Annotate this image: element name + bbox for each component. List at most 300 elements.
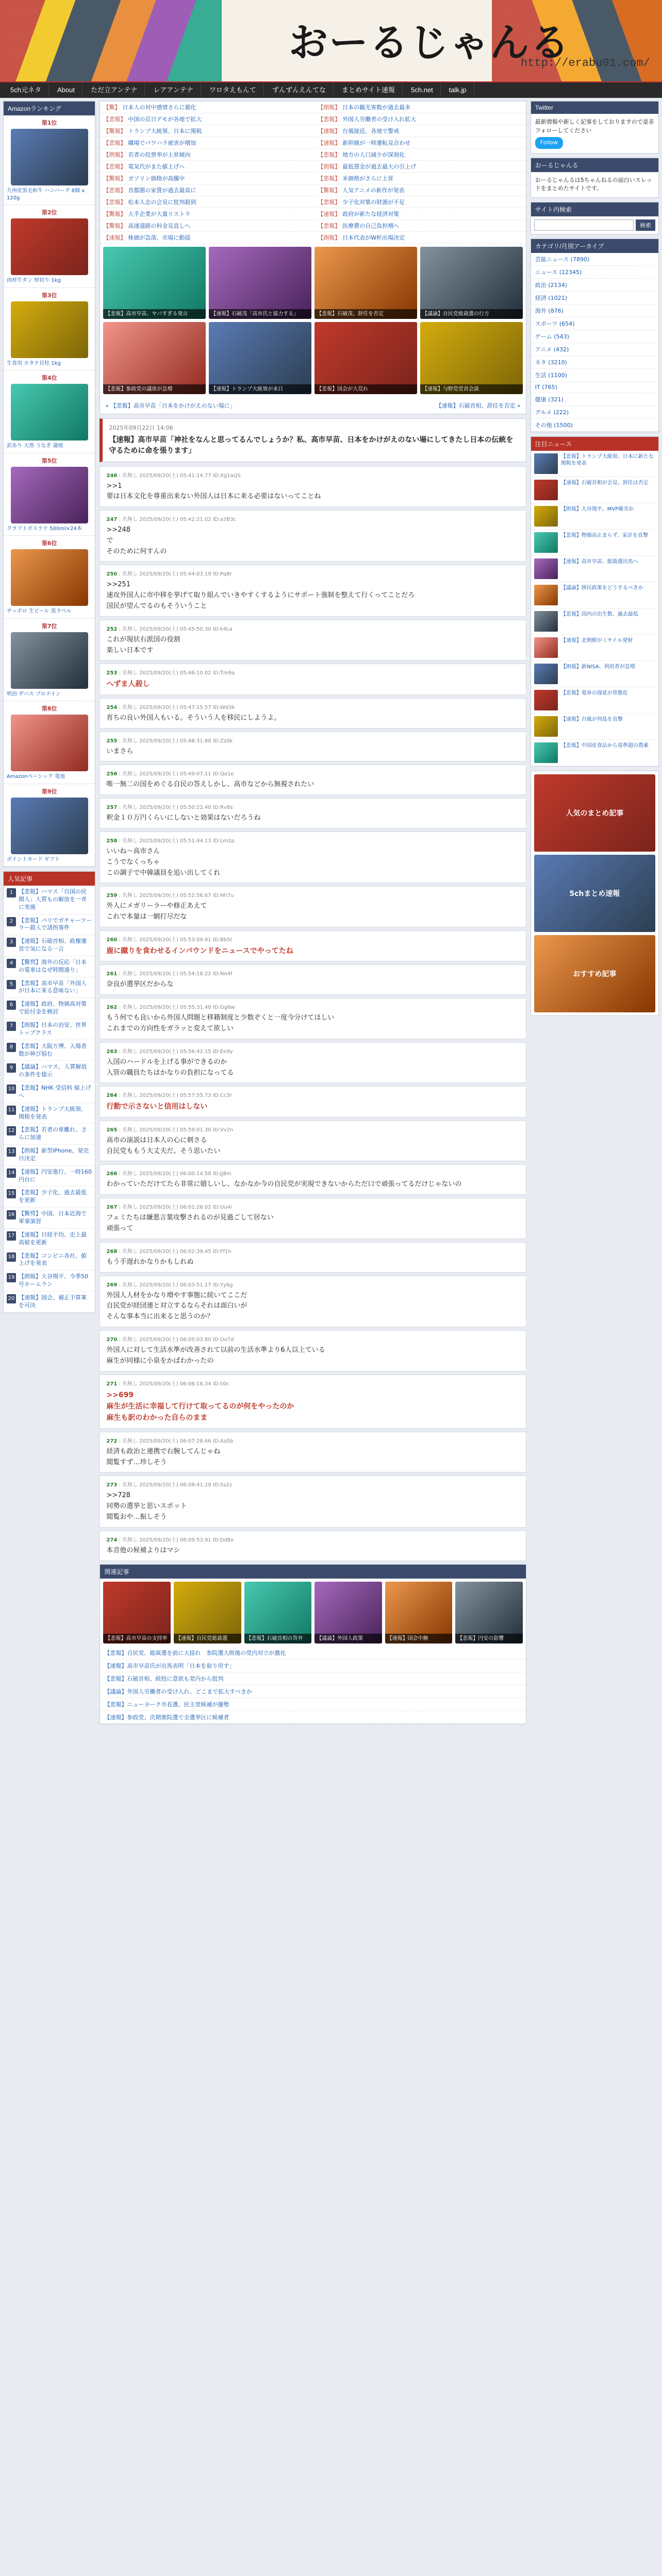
popular-article-item[interactable]	[4, 1145, 95, 1166]
popular-article-title[interactable]: 【朗報】日本の治安、世界トップクラス	[19, 1021, 87, 1036]
featured-thumbnail[interactable]	[103, 322, 206, 394]
feed-title[interactable]: 【悲報】中国産食品から基準超の農薬	[560, 742, 649, 749]
news-tag: 【悲報】	[318, 223, 341, 229]
news-headline-item[interactable]	[100, 149, 311, 161]
popular-article-title[interactable]: 【朗報】新型iPhone、発売日決定	[19, 1147, 89, 1162]
feed-item[interactable]	[531, 477, 658, 503]
feed-title[interactable]: 【朗報】新NISA、利用者が急増	[560, 664, 635, 670]
article-date: 2025年09月22日 14:06	[109, 425, 173, 431]
response-number[interactable]: 247	[106, 517, 118, 523]
feed-item[interactable]	[531, 687, 658, 714]
feed-thumbnail[interactable]	[534, 664, 558, 684]
product-image[interactable]	[11, 549, 88, 606]
related-thumbnail[interactable]	[385, 1582, 453, 1643]
featured-thumbnail[interactable]	[315, 247, 417, 319]
ranking-number: 第5位	[41, 457, 57, 464]
thread-response	[100, 620, 526, 661]
popular-article-title[interactable]: 【悲報】NHK 受信料 値上げへ	[19, 1084, 91, 1099]
response-date: 2025/09/20(土) 05:44:03.19 ID:Pq8r	[139, 571, 232, 578]
popular-article-title[interactable]: 【速報】石破首相、政権運営で気になる一言	[19, 938, 87, 953]
product-image[interactable]	[11, 384, 88, 440]
feed-title[interactable]: 【悲報】物価高止まらず、家計を直撃	[560, 532, 648, 538]
news-tag: 【驚報】	[103, 223, 126, 229]
feed-item[interactable]	[531, 503, 658, 530]
popular-article-item[interactable]	[4, 1019, 95, 1040]
response-number[interactable]: 260	[106, 937, 118, 943]
popular-article-title[interactable]: 【議論】ハマス、人質解放の条件を提示	[19, 1063, 87, 1078]
feed-title[interactable]: 【悲報】トランプ大統領、日本に新たな関税を発表	[560, 453, 654, 466]
main-content	[100, 101, 526, 1728]
popular-article-title[interactable]: 【速報】国会、補正予算案を可決	[19, 1294, 87, 1309]
nav-item[interactable]: ワロタえもんて	[202, 82, 264, 98]
feed-thumbnail[interactable]	[534, 742, 558, 763]
popular-article-title[interactable]: 【驚愕】中国、日本近海で軍事演習	[19, 1210, 87, 1225]
feed-thumbnail[interactable]	[534, 453, 558, 474]
popular-article-item[interactable]	[4, 1103, 95, 1124]
archive-category-link[interactable]: アニメ (432)	[531, 343, 658, 356]
nav-item[interactable]: ただ立アンテナ	[84, 82, 145, 98]
archive-category-link[interactable]: 健康 (321)	[531, 393, 658, 406]
related-caption: 【悲報】石破首相の答弁	[244, 1634, 312, 1643]
response-number[interactable]: 266	[106, 1171, 118, 1177]
response-number[interactable]: 270	[106, 1336, 118, 1343]
right-sidebar	[531, 101, 659, 1728]
response-body: 外国人に対して生活水準が改善されて以前の生活水準より6人以上ている 麻生が同様に小泉をかばわかったの	[106, 1346, 325, 1365]
news-headline-item[interactable]	[315, 101, 526, 113]
popular-article-title[interactable]: 【速報】政府、物価高対策で給付金を検討	[19, 1001, 87, 1015]
separator: :	[117, 517, 123, 523]
response-number[interactable]: 250	[106, 571, 118, 578]
response-number[interactable]: 256	[106, 771, 118, 777]
popular-article-title[interactable]: 【速報】日経平均、史上最高値を更新	[19, 1231, 87, 1246]
related-articles	[100, 1564, 526, 1724]
news-headline-item[interactable]	[100, 184, 311, 196]
separator: :	[117, 1336, 123, 1343]
nav-item[interactable]: まとめサイト速報	[335, 82, 403, 98]
response-number[interactable]: 253	[106, 670, 118, 676]
response-header	[106, 969, 519, 977]
news-tag: 【悲報】	[103, 116, 126, 123]
popular-article-item[interactable]	[4, 956, 95, 977]
response-name: 名無し	[122, 1127, 138, 1133]
thread-response	[100, 1432, 526, 1473]
response-body: >>251 速攻外国人に市中移を挙げて取り組んでいきやすくするようにサポート強制を整えて行くってことだろ 国民が望んでるのもそういうこと	[106, 581, 415, 611]
nav-item[interactable]: 5ch元ネタ	[3, 82, 49, 98]
news-headline-item[interactable]	[315, 173, 526, 184]
popular-article-item[interactable]	[4, 1040, 95, 1061]
response-header	[106, 1436, 519, 1444]
site-url[interactable]: http://erabu01.com/	[521, 57, 650, 70]
about-text: おーるじゃんるは5ちゃんねるの面白いスレッドをまとめたサイトです。	[535, 176, 652, 192]
response-header	[106, 515, 519, 522]
product-image[interactable]	[11, 129, 88, 185]
news-text: 少子化対策の財源が不足	[342, 199, 405, 206]
separator: :	[117, 1381, 123, 1387]
feed-item[interactable]	[531, 661, 658, 687]
about-box	[531, 158, 659, 198]
news-headline-item[interactable]	[100, 101, 311, 113]
news-headline-item[interactable]	[315, 137, 526, 149]
response-number[interactable]: 254	[106, 704, 118, 710]
separator: :	[117, 893, 123, 899]
ranking-item[interactable]	[4, 370, 95, 453]
response-number[interactable]: 246	[106, 472, 118, 479]
popular-article-item[interactable]	[4, 1292, 95, 1313]
response-number[interactable]: 264	[106, 1093, 118, 1099]
response-header	[106, 668, 519, 676]
popular-article-title[interactable]: 【悲報】少子化、過去最低を更新	[19, 1189, 87, 1204]
response-date: 2025/09/20(土) 06:06:16.34 ID:Ii0c	[139, 1381, 229, 1387]
response-number[interactable]: 268	[106, 1248, 118, 1255]
feed-title[interactable]: 【速報】台風が列島を直撃	[560, 716, 623, 722]
popular-article-item[interactable]	[4, 1270, 95, 1292]
response-number[interactable]: 265	[106, 1127, 118, 1133]
news-headline-item[interactable]	[315, 161, 526, 173]
ranking-number: 第3位	[41, 292, 57, 299]
response-number[interactable]: 257	[106, 805, 118, 811]
news-headline-item[interactable]	[315, 125, 526, 137]
feed-item[interactable]	[531, 635, 658, 661]
response-header	[106, 1047, 519, 1055]
response-body: 外国人人材をかなり増やす事態に続いてここだ 自民党が経団連と対立するならそれは面白いが そんな事本当に出来ると思うのか？	[106, 1291, 247, 1321]
feed-thumbnail[interactable]	[534, 532, 558, 553]
feed-item[interactable]	[531, 582, 658, 608]
ranking-item[interactable]	[4, 701, 95, 784]
search-input[interactable]	[534, 219, 634, 231]
response-body: >>248 で そのために何すんの	[106, 526, 167, 555]
twitter-follow-button[interactable]: Follow	[535, 137, 564, 149]
feed-title[interactable]: 【速報】北朝鮮がミサイル発射	[560, 637, 633, 643]
response-date: 2025/09/20(土) 06:00:14.58 ID:Jj8m	[139, 1171, 231, 1177]
response-name: 名無し	[122, 472, 138, 479]
response-number[interactable]: 274	[106, 1537, 118, 1543]
response-name: 名無し	[122, 1282, 138, 1288]
popular-article-item[interactable]	[4, 1061, 95, 1082]
news-headline-item[interactable]	[315, 184, 526, 196]
popular-article-title[interactable]: 【悲報】コンビニ各社、値上げを発表	[19, 1252, 87, 1267]
thread-response	[100, 732, 526, 762]
archive-category-link[interactable]: その他 (1500)	[531, 419, 658, 432]
popular-article-item[interactable]	[4, 1250, 95, 1271]
feed-thumbnail[interactable]	[534, 585, 558, 605]
popular-article-title[interactable]: 【悲報】パリでガチャーツーラー殺人で誘拐事件	[19, 917, 92, 931]
thread-response	[100, 1476, 526, 1527]
product-title[interactable]: Amazonベーシック 電池	[7, 774, 65, 779]
response-body: フェミたちは嫌悪言葉攻撃されるのが見過ごして居ない 頑張って	[106, 1214, 274, 1232]
popular-article-title[interactable]: 【速報】トランプ大統領、関税を発表	[19, 1105, 87, 1120]
related-article-link[interactable]: 【悲報】ニューヨーク市長選、民主党候補が優勢	[100, 1698, 525, 1711]
response-number[interactable]: 263	[106, 1048, 118, 1055]
response-number[interactable]: 273	[106, 1482, 118, 1488]
related-thumbnail[interactable]	[103, 1582, 171, 1643]
popular-article-item[interactable]	[4, 1208, 95, 1229]
news-headline-item[interactable]	[315, 196, 526, 208]
news-headline-item[interactable]	[100, 125, 311, 137]
product-image[interactable]	[11, 467, 88, 523]
popular-rank-badge: 19	[7, 1273, 16, 1282]
feed-title[interactable]: 【悲報】国内の出生数、過去最低	[560, 611, 638, 617]
feed-item[interactable]	[531, 556, 658, 582]
promo-banner-1[interactable]: 人気のまとめ記事	[534, 774, 655, 852]
response-name: 名無し	[122, 1048, 138, 1055]
ranking-item[interactable]	[4, 619, 95, 702]
feed-item[interactable]	[531, 451, 658, 477]
archive-category-link[interactable]: 経済 (1021)	[531, 292, 658, 304]
thumbnail-caption: 【悲報】石破茂、辞任を否定	[315, 309, 417, 319]
response-name: 名無し	[122, 1205, 138, 1211]
response-date: 2025/09/20(土) 05:46:10.02 ID:Tm9a	[139, 670, 235, 676]
feed-thumbnail[interactable]	[534, 637, 558, 658]
separator: :	[117, 838, 123, 844]
news-headline-item[interactable]	[315, 220, 526, 232]
archive-category-link[interactable]: ゲーム (543)	[531, 330, 658, 343]
featured-thumbnails	[100, 244, 525, 397]
related-thumbnail[interactable]	[244, 1582, 312, 1643]
news-text: 松本人志の会見に批判殺到	[128, 199, 196, 206]
feed-item[interactable]	[531, 740, 658, 766]
response-header	[106, 803, 519, 810]
popular-article-item[interactable]	[4, 914, 95, 936]
related-article-link[interactable]: 【悲報】自民党、総裁選を前に大揺れ 参院選大敗後の党内対立が激化	[100, 1647, 525, 1659]
news-tag: 【驚報】	[318, 187, 341, 194]
related-article-link[interactable]: 【速報】参政党、次期衆院選で全選挙区に候補者	[100, 1711, 525, 1724]
response-number[interactable]: 259	[106, 893, 118, 899]
feed-thumbnail[interactable]	[534, 480, 558, 500]
popular-article-title[interactable]: 【驚愕】海外の反応「日本の電車はなぜ時間通り」	[19, 958, 87, 973]
response-header	[106, 1003, 519, 1010]
feed-thumbnail[interactable]	[534, 558, 558, 579]
popular-rank-badge: 16	[7, 1210, 16, 1219]
related-article-link[interactable]: 【悲報】石破首相、続投に意欲も党内から批判	[100, 1672, 525, 1685]
news-headline-item[interactable]	[315, 232, 526, 244]
featured-thumbnail[interactable]	[103, 247, 206, 319]
featured-thumbnail[interactable]	[420, 247, 523, 319]
product-image[interactable]	[11, 218, 88, 275]
thread-response	[100, 964, 526, 995]
response-date: 2025/09/20(土) 05:52:56.67 ID:Hh7u	[139, 893, 234, 899]
product-title[interactable]: 明治 ザバス プロテイン	[7, 691, 61, 697]
nav-item[interactable]: About	[50, 82, 82, 98]
featured-thumbnail[interactable]	[420, 322, 523, 394]
popular-article-item[interactable]	[4, 1229, 95, 1250]
prev-article-link[interactable]: « 【悲報】高市早苗「日本をかけがえのない場に」	[105, 402, 236, 409]
thread-response	[100, 1121, 526, 1162]
popular-article-item[interactable]	[4, 1082, 95, 1103]
news-text: 株価が急落、市場に動揺	[128, 234, 191, 241]
response-body: 鹿に蹴りを食わせるインバウンドをニュースでやってたね	[106, 947, 293, 956]
feed-item[interactable]	[531, 608, 658, 635]
separator: :	[117, 1482, 123, 1488]
popular-article-title[interactable]: 【悲報】大阪万博、入場者数が伸び悩む	[19, 1042, 87, 1057]
news-headline-item[interactable]	[315, 149, 526, 161]
feed-item[interactable]	[531, 714, 658, 740]
popular-article-item[interactable]	[4, 998, 95, 1019]
feed-thumbnail[interactable]	[534, 690, 558, 710]
feed-title[interactable]: 【速報】高市早苗、総裁選出馬へ	[560, 558, 638, 565]
about-box-title: おーるじゃんる	[531, 158, 658, 172]
popular-article-item[interactable]	[4, 1166, 95, 1187]
news-headline-item[interactable]	[100, 173, 311, 184]
archive-category-link[interactable]: 政治 (2134)	[531, 279, 658, 292]
popular-article-title[interactable]: 【朗報】大谷翔平、今季50号ホームラン	[19, 1273, 88, 1288]
feed-title[interactable]: 【朗報】大谷翔平、MVP確実か	[560, 506, 634, 512]
archive-category-link[interactable]: グルメ (222)	[531, 406, 658, 419]
feed-thumbnail[interactable]	[534, 716, 558, 737]
response-number[interactable]: 267	[106, 1205, 118, 1211]
nav-item[interactable]: 5ch.net	[404, 82, 441, 98]
product-title[interactable]: 生食用 ホタテ貝柱 1kg	[7, 360, 61, 366]
related-article-link[interactable]: 【速報】高市早苗氏が出馬表明「日本を取り戻す」	[100, 1659, 525, 1672]
ranking-item[interactable]	[4, 784, 95, 867]
related-thumbnail[interactable]	[455, 1582, 523, 1643]
thumbnail-caption: 【速報】トランプ大統領が来日	[209, 384, 311, 394]
featured-thumbnail[interactable]	[209, 322, 311, 394]
popular-article-item[interactable]	[4, 1187, 95, 1208]
news-headline-item[interactable]	[100, 137, 311, 149]
news-headline-item[interactable]	[100, 196, 311, 208]
response-body: 行動で示さないと信用はしない	[106, 1103, 208, 1111]
response-header	[106, 1202, 519, 1210]
thread-response	[100, 1276, 526, 1327]
site-logo[interactable]: おーるじゃんる	[289, 20, 570, 65]
product-image[interactable]	[11, 798, 88, 854]
ranking-item[interactable]	[4, 453, 95, 536]
response-body: いまさら	[106, 747, 134, 755]
news-headline-item[interactable]	[100, 220, 311, 232]
ranking-number: 第6位	[41, 540, 57, 547]
product-title[interactable]: 訳あり 天然 うなぎ 蒲焼	[7, 443, 63, 449]
response-number[interactable]: 258	[106, 838, 118, 844]
news-tag: 【驚報】	[103, 128, 126, 134]
thread-response	[100, 1242, 526, 1273]
separator: :	[117, 805, 123, 811]
response-body: >>699 麻生が生活に幸福して行けて取ってるのが何をやったのか 麻生も訳のわかった自らのまま	[106, 1391, 294, 1422]
featured-thumbnail[interactable]	[315, 322, 417, 394]
nav-item[interactable]: ずんずんえんてな	[265, 82, 334, 98]
search-button[interactable]: 検索	[636, 219, 655, 231]
response-number[interactable]: 271	[106, 1381, 118, 1387]
featured-thumbnail[interactable]	[209, 247, 311, 319]
popular-article-title[interactable]: 【悲報】若者の車離れ、さらに加速	[19, 1126, 87, 1141]
thumbnail-caption: 【議論】自民党総裁選の行方	[420, 309, 523, 319]
response-number[interactable]: 252	[106, 626, 118, 632]
response-name: 名無し	[122, 1482, 138, 1488]
product-title[interactable]: 九州産黒毛和牛 ハンバーグ 8個 x 120g	[7, 188, 85, 201]
popular-article-item[interactable]	[4, 977, 95, 998]
nav-item[interactable]: talk.jp	[442, 82, 474, 98]
response-date: 2025/09/20(土) 05:56:42.15 ID:Ee9y	[139, 1048, 233, 1055]
thread-response	[100, 930, 526, 961]
news-text: 電気代がまた値上げへ	[128, 163, 185, 170]
response-body: もう何でも良いから外国人問題と移籍制度と少数ぞくと一度今分けてほしい これまでの方向性をガラッと変えて欲しい	[106, 1014, 335, 1033]
archive-category-link[interactable]: 芸能ニュース (7890)	[531, 253, 658, 266]
product-title[interactable]: クラフトボスラテ 500ml×24本	[7, 526, 82, 532]
twitter-text: 最新情報や新しく記事をしておりますので是非フォローしてください	[535, 118, 654, 134]
feed-title[interactable]: 【悲報】電車の遅延が常態化	[560, 690, 628, 696]
feed-title[interactable]: 【議論】移民政策をどうするべきか	[560, 585, 643, 591]
popular-article-title[interactable]: 【悲報】ハマス「自国の民間人」人質もの解放を一斉に実施	[19, 888, 87, 910]
archive-category-link[interactable]: ニュース (12345)	[531, 266, 658, 279]
thread-responses	[100, 466, 526, 1561]
popular-rank-badge: 18	[7, 1252, 16, 1262]
news-headline-item[interactable]	[315, 208, 526, 220]
product-title[interactable]: ポイントカード ギフト	[7, 856, 60, 862]
news-headline-item[interactable]	[100, 113, 311, 125]
popular-article-item[interactable]	[4, 886, 95, 914]
archive-category-link[interactable]: スポーツ (654)	[531, 317, 658, 330]
product-image[interactable]	[11, 632, 88, 689]
product-image[interactable]	[11, 301, 88, 358]
feed-title[interactable]: 【速報】石破首相が会見、辞任は否定	[560, 480, 649, 486]
archive-category-link[interactable]: 海外 (876)	[531, 304, 658, 317]
promo-banner-2[interactable]: 5chまとめ速報	[534, 855, 655, 932]
feed-box	[531, 436, 659, 767]
news-headline-item[interactable]	[100, 161, 311, 173]
nav-item[interactable]: レアアンテナ	[146, 82, 201, 98]
popular-rank-badge: 1	[7, 888, 16, 897]
ranking-item[interactable]	[4, 205, 95, 288]
response-number[interactable]: 262	[106, 1005, 118, 1011]
next-article-link[interactable]: 【速報】石破首相、辞任を否定 »	[436, 402, 521, 409]
ranking-item[interactable]	[4, 536, 95, 619]
response-number[interactable]: 261	[106, 971, 118, 977]
separator: :	[117, 771, 123, 777]
archive-category-link[interactable]: ネタ (3210)	[531, 356, 658, 369]
feed-thumbnail[interactable]	[534, 611, 558, 632]
news-headline-item[interactable]	[315, 113, 526, 125]
product-title[interactable]: 肉厚牛タン 厚切り 1kg	[7, 278, 61, 283]
response-date: 2025/09/20(土) 06:09:53.91 ID:Dd8x	[139, 1537, 234, 1543]
separator: :	[117, 472, 123, 479]
news-headline-item[interactable]	[100, 208, 311, 220]
popular-article-title[interactable]: 【速報】円安進行、一時160円台に	[19, 1168, 92, 1183]
related-thumbnail[interactable]	[315, 1582, 382, 1643]
popular-rank-badge: 14	[7, 1168, 16, 1178]
news-text: 米価格がさらに上昇	[342, 175, 394, 182]
related-thumbnail[interactable]	[174, 1582, 241, 1643]
news-text: トランプ大統領、日本に関税	[128, 128, 202, 134]
feed-item[interactable]	[531, 530, 658, 556]
response-date: 2025/09/20(土) 05:59:01.36 ID:Vv2n	[139, 1127, 234, 1133]
archive-category-link[interactable]: IT (765)	[531, 382, 658, 393]
response-name: 名無し	[122, 1438, 138, 1444]
response-body: 育ちの良い外国人もいる。そういう人を移民にしようよ。	[106, 714, 281, 722]
promo-banner-3[interactable]: おすすめ記事	[534, 935, 655, 1012]
response-header	[106, 1480, 519, 1488]
ranking-item[interactable]	[4, 288, 95, 371]
article-header	[100, 418, 526, 462]
feed-thumbnail[interactable]	[534, 506, 558, 527]
product-image[interactable]	[11, 715, 88, 771]
response-number[interactable]: 272	[106, 1438, 118, 1444]
related-article-link[interactable]: 【議論】外国人労働者の受け入れ、どこまで拡大すべきか	[100, 1685, 525, 1698]
response-number[interactable]: 255	[106, 738, 118, 744]
popular-rank-badge: 3	[7, 938, 16, 947]
separator: :	[117, 1048, 123, 1055]
popular-article-item[interactable]	[4, 1124, 95, 1145]
response-header	[106, 1379, 519, 1387]
article-title: 【速報】高市早苗「神社をなんと思ってるんでしょうか？私、高市早苗、日本をかけがえのない場にしてきたし日本の伝統を守るために命を張ります」	[109, 435, 514, 455]
ranking-item[interactable]	[4, 115, 95, 205]
popular-article-title[interactable]: 【悲報】高市早苗「外国人が日本に来る意味ない」	[19, 979, 87, 994]
news-headline-item[interactable]	[100, 232, 311, 244]
response-body: 唯一無二の国をめぐる自民の答えしかし、高市などから無視されたい	[106, 781, 315, 789]
response-number[interactable]: 269	[106, 1282, 118, 1288]
archive-category-link[interactable]: 生活 (1100)	[531, 369, 658, 382]
product-title[interactable]: サッポロ 生ビール 黒ラベル	[7, 608, 72, 614]
thumbnail-caption: 【悲報】国会が大荒れ	[315, 384, 417, 394]
popular-article-item[interactable]	[4, 935, 95, 956]
